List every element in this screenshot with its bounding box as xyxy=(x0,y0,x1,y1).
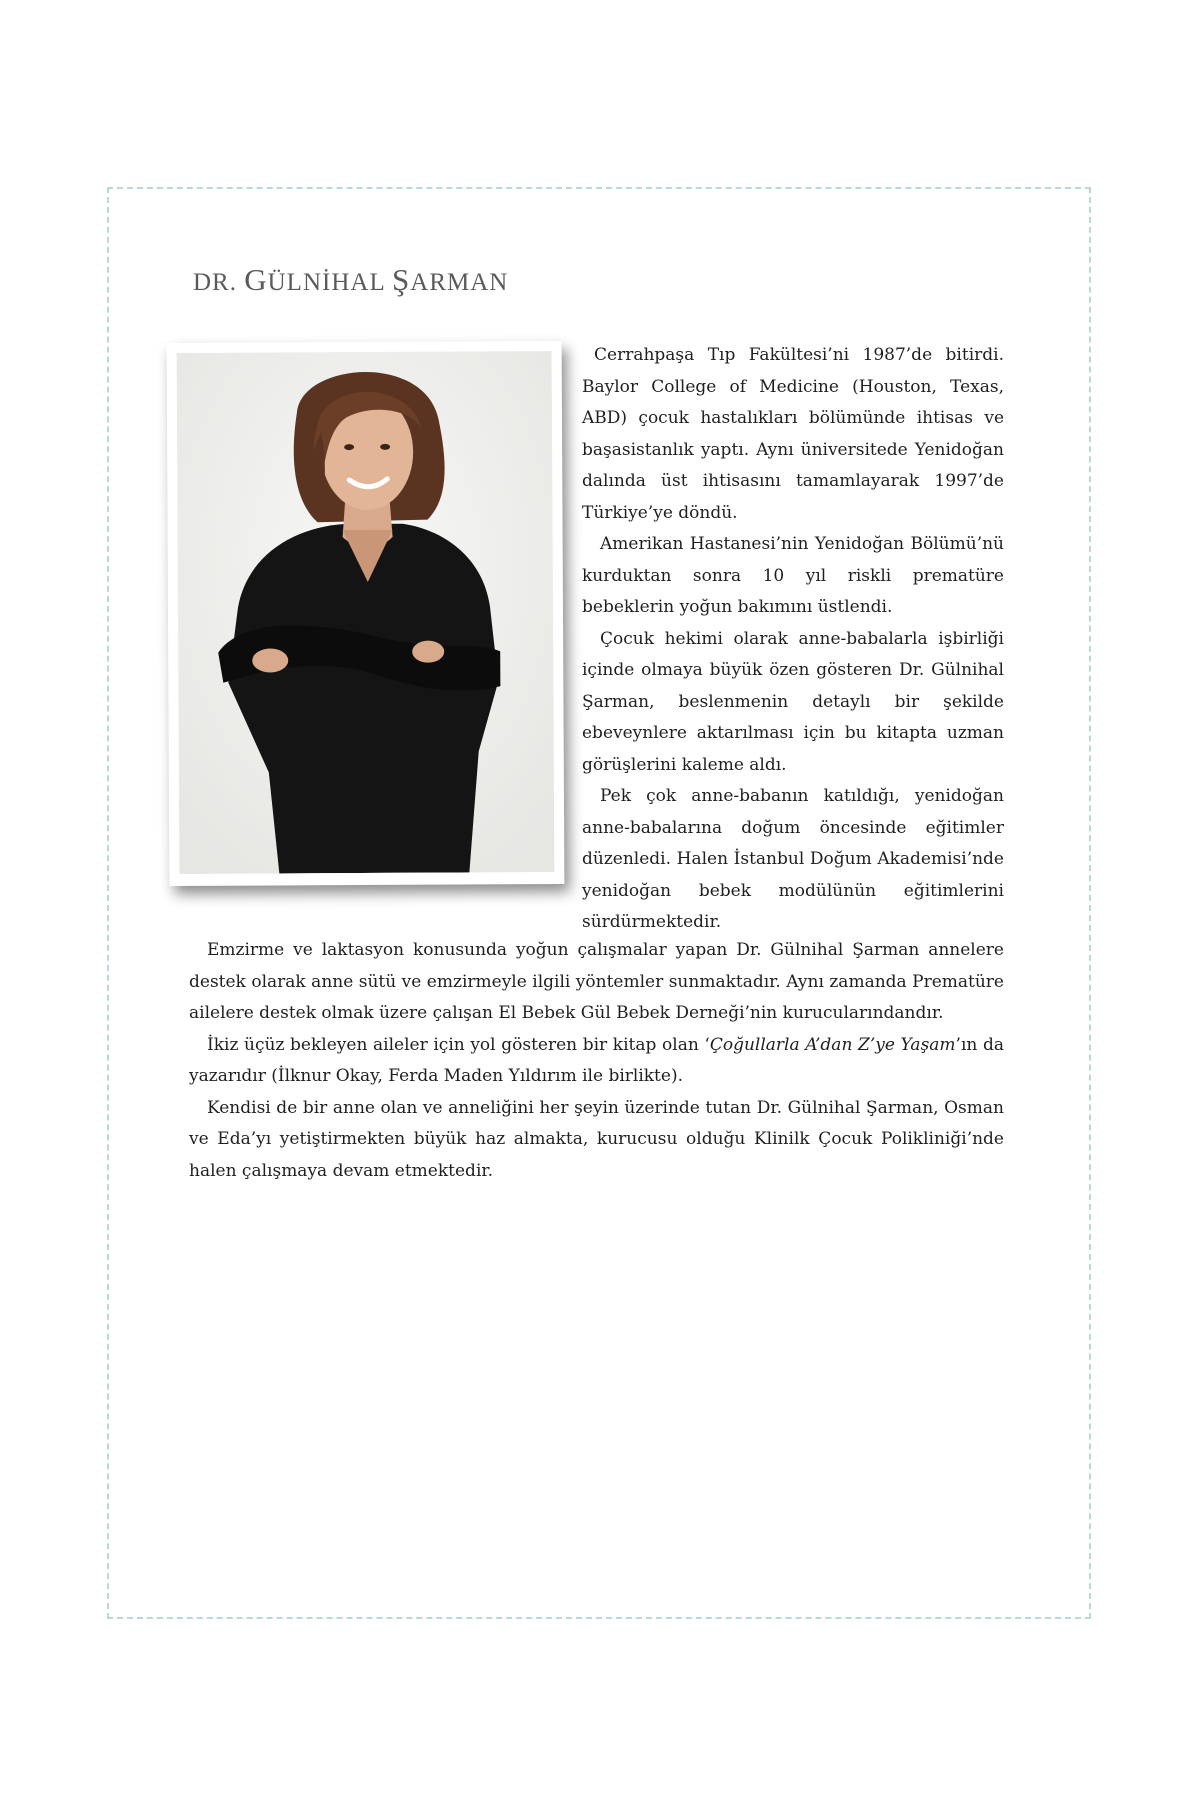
portrait-photo-frame xyxy=(167,341,565,886)
bio-paragraph-book xyxy=(189,1030,1004,1093)
bio-full-column xyxy=(189,935,1004,1187)
bio-paragraph: Kendisi de bir anne olan ve anneliğini her şeyin üzerinde tutan Dr. Gülnihal Şarman, Osman ve Eda’yı yetiştirmekten büyük haz almakta, kurucusu olduğu Klinilk Çocuk Polikliniği’nde halen çalışmaya devam etmektedir. xyxy=(189,1097,1004,1181)
bio-paragraph: Pek çok anne-babanın katıldığı, yenidoğan anne-babalarına doğum öncesinde eğitimler düzenledi. Halen İstanbul Doğum Akademisi’nde yenidoğan bebek modülünün eğitimlerini sürdürmektedir. xyxy=(582,786,1004,932)
bio-paragraph: Amerikan Hastanesi’nin Yenidoğan Bölümü’nü kurduktan sonra 10 yıl riskli prematüre bebeklerin yoğun bakımını üstlendi. xyxy=(582,534,1004,617)
bio-paragraph: Çocuk hekimi olarak anne-babalarla işbirliği içinde olmaya büyük özen gösteren Dr. Gülnihal Şarman, beslenmenin detaylı bir şekilde ebeveynlere aktarılması için bu kitapta uzman görüşlerini kaleme aldı. xyxy=(582,628,1004,775)
book-text-before: İkiz üçüz bekleyen aileler için yol gösteren bir kitap olan ‘ xyxy=(207,1034,710,1055)
bio-side-column xyxy=(582,340,1004,939)
bio-paragraph: Emzirme ve laktasyon konusunda yoğun çalışmalar yapan Dr. Gülnihal Şarman annelere destek olarak anne sütü ve emzirmeyle ilgili yöntemler sunmaktadır. Aynı zamanda Prematüre ailelere destek olmak üzere çalışan El Bebek Gül Bebek Derneği’nin kurucularındandır. xyxy=(189,940,1004,1023)
portrait-illustration xyxy=(177,351,555,874)
portrait-photo xyxy=(177,351,555,874)
bio-paragraph: Cerrahpaşa Tıp Fakültesi’ni 1987’de bitirdi. Baylor College of Medicine (Houston, Texas, ABD) çocuk hastalıkları bölümünde ihtisas ve başasistanlık yaptı. Aynı üniversitede Yenidoğan dalında üst ihtisasını tamamlayarak 1997’de Türkiye’ye döndü. xyxy=(582,345,1004,523)
page-title: DR. GÜLNİHAL ŞARMAN xyxy=(193,262,509,297)
book-title: Çoğullarla A’dan Z’ye Yaşam xyxy=(709,1034,956,1055)
book-text-after: ’ın da yazarıdır (İlknur Okay, Ferda Maden Yıldırım ile birlikte). xyxy=(189,1034,1004,1086)
